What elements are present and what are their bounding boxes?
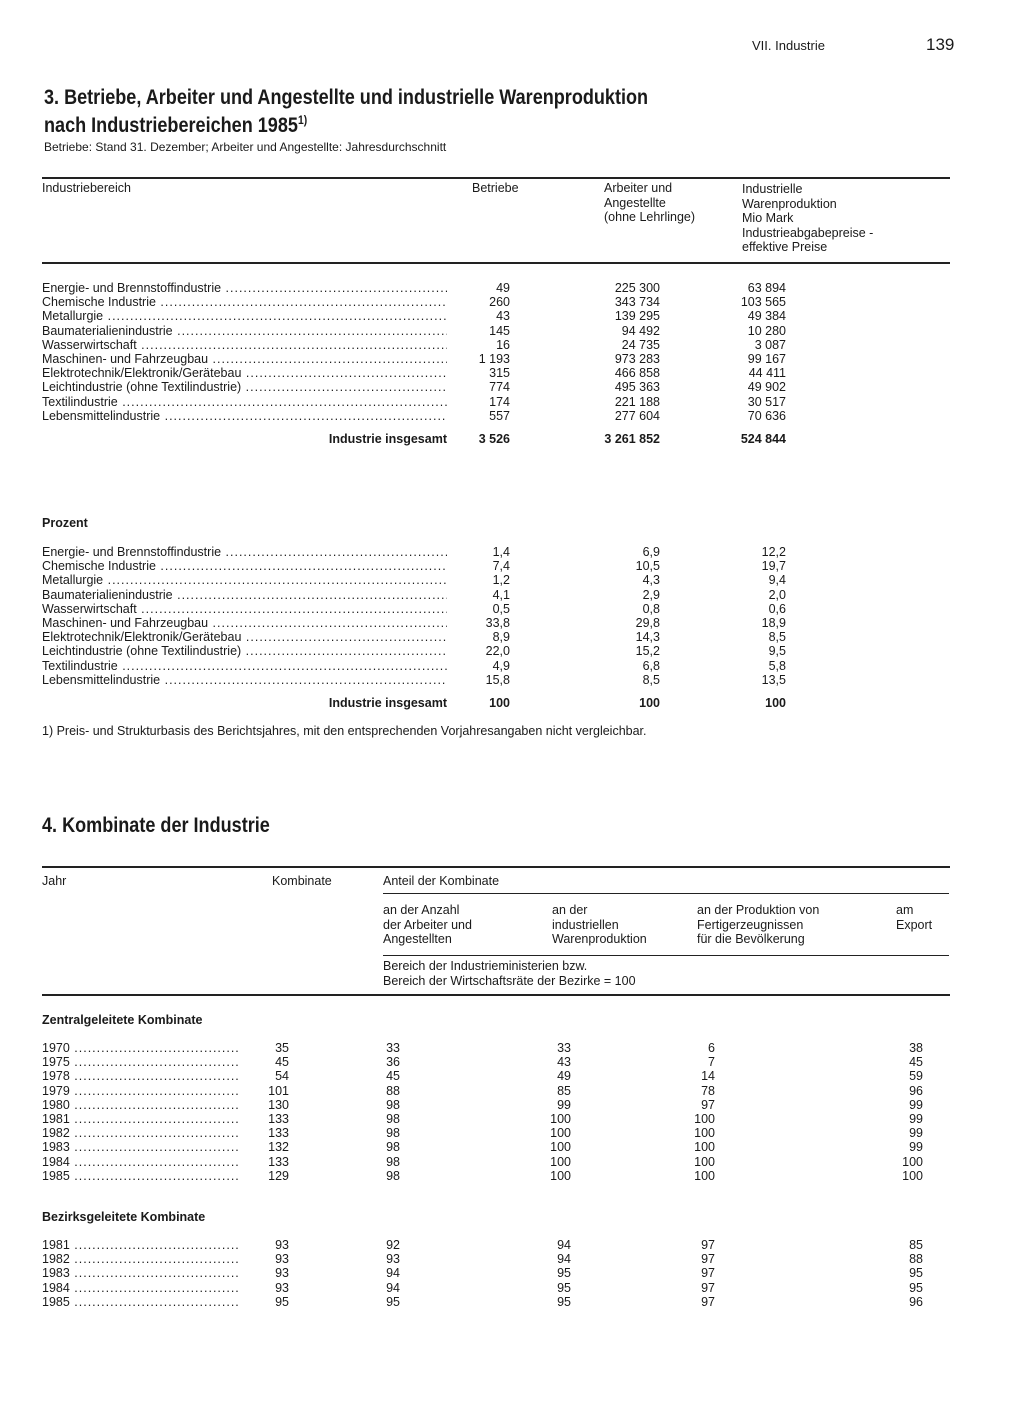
header-line: Warenproduktion — [742, 196, 837, 211]
table-row — [0, 673, 1024, 687]
header-line: Angestellten — [383, 932, 452, 946]
table-row — [0, 309, 1024, 323]
cell-kombinate: 133 — [268, 1154, 289, 1169]
table3-title — [44, 86, 648, 137]
cell-betriebe: 100 — [489, 696, 510, 710]
cell-waren: 99 — [557, 1097, 571, 1112]
cell-arbeiter: 29,8 — [635, 616, 660, 630]
cell-arbeiter: 6,9 — [642, 545, 660, 559]
header-line: Angestellte — [604, 195, 666, 210]
total-row — [0, 696, 1024, 710]
cell-arbeiter: 277 604 — [614, 408, 660, 423]
cell-arbeiter: 88 — [386, 1083, 400, 1098]
cell-waren: 49 — [557, 1069, 571, 1084]
table-row — [0, 1055, 1024, 1069]
row-year: 1984 ..... — [42, 1281, 238, 1295]
cell-fertig: 100 — [694, 1140, 715, 1155]
cell-fertig: 100 — [694, 1154, 715, 1169]
total-label: Industrie insgesamt — [328, 432, 447, 446]
header-line: Arbeiter und — [604, 181, 673, 195]
row-label: Baumaterialienindustrie ..... — [42, 324, 447, 338]
cell-arbeiter: 15,2 — [635, 644, 660, 659]
cell-arbeiter: 33 — [386, 1041, 400, 1055]
row-year: 1981 ..... — [42, 1238, 238, 1252]
table-row — [0, 1140, 1024, 1154]
cell-export: 96 — [909, 1294, 923, 1309]
table-row — [0, 630, 1024, 644]
cell-kombinate: 132 — [268, 1140, 289, 1155]
row-label: Elektrotechnik/Elektronik/Gerätebau ..... — [42, 630, 447, 644]
cell-arbeiter: 0,8 — [642, 601, 660, 616]
cell-betriebe: 774 — [489, 380, 510, 395]
cell-waren: 94 — [557, 1252, 571, 1267]
col-arbeiter — [604, 181, 695, 225]
cell-produktion: 8,5 — [768, 630, 786, 645]
header-line: Export — [896, 917, 933, 932]
table-row — [0, 1126, 1024, 1140]
cell-waren: 100 — [550, 1126, 571, 1141]
row-year: 1984 ..... — [42, 1155, 238, 1169]
col-anteil-export — [896, 903, 932, 932]
cell-waren: 95 — [557, 1294, 571, 1309]
cell-produktion: 9,5 — [768, 644, 786, 659]
header-line: Warenproduktion — [552, 932, 647, 946]
header-line: der Arbeiter und — [383, 917, 472, 932]
cell-arbeiter: 98 — [386, 1126, 400, 1141]
cell-fertig: 97 — [701, 1280, 715, 1295]
table3-header-rule — [42, 262, 950, 264]
cell-produktion: 2,0 — [768, 587, 786, 602]
row-year: 1983 ..... — [42, 1140, 238, 1154]
table-row — [0, 1041, 1024, 1055]
cell-arbeiter: 8,5 — [642, 672, 660, 687]
cell-kombinate: 93 — [275, 1238, 289, 1252]
cell-arbeiter: 466 858 — [614, 366, 660, 381]
row-year: 1981 ..... — [42, 1112, 238, 1126]
cell-betriebe: 8,9 — [492, 630, 510, 645]
row-label: Leichtindustrie (ohne Textilindustrie) ..... — [42, 380, 447, 394]
cell-kombinate: 133 — [268, 1112, 289, 1126]
cell-waren: 85 — [557, 1083, 571, 1098]
cell-fertig: 7 — [708, 1055, 715, 1070]
row-year: 1985 ..... — [42, 1295, 238, 1309]
cell-produktion: 44 411 — [748, 366, 786, 381]
header-line: für die Bevölkerung — [697, 932, 805, 946]
cell-arbeiter: 221 188 — [614, 394, 660, 409]
cell-fertig: 100 — [694, 1112, 715, 1126]
table-row — [0, 324, 1024, 338]
cell-arbeiter: 139 295 — [614, 309, 660, 324]
row-label: Maschinen- und Fahrzeugbau ..... — [42, 616, 447, 630]
table-row — [0, 573, 1024, 587]
table-row — [0, 1238, 1024, 1252]
col-industriebereich: Industriebereich — [42, 181, 131, 195]
table-row — [0, 1169, 1024, 1183]
cell-kombinate: 95 — [275, 1294, 289, 1309]
row-label: Energie- und Brennstoffindustrie ..... — [42, 545, 447, 559]
cell-kombinate: 130 — [268, 1097, 289, 1112]
group-zentral: Zentralgeleitete Kombinate — [42, 1013, 203, 1027]
cell-arbeiter: 6,8 — [642, 658, 660, 673]
table-row — [0, 1266, 1024, 1280]
header-line: Bereich der Wirtschaftsräte der Bezirke = 100 — [383, 973, 636, 988]
cell-produktion: 63 894 — [747, 281, 786, 295]
table-row — [0, 409, 1024, 423]
header-line: Industrieabgabepreise - — [742, 225, 874, 240]
table4-header-rule — [42, 994, 950, 996]
cell-betriebe: 174 — [489, 394, 510, 409]
cell-export: 96 — [909, 1083, 923, 1098]
cell-produktion: 12,2 — [761, 545, 786, 559]
header-line: effektive Preise — [742, 240, 828, 254]
cell-arbeiter: 94 492 — [621, 323, 660, 338]
cell-betriebe: 260 — [489, 295, 510, 310]
row-label: Metallurgie ..... — [42, 573, 447, 587]
cell-arbeiter: 225 300 — [614, 281, 660, 295]
header-line: am — [896, 903, 914, 917]
cell-kombinate: 93 — [275, 1266, 289, 1281]
row-year: 1983 ..... — [42, 1266, 238, 1280]
cell-arbeiter: 4,3 — [642, 573, 660, 588]
basis-rule — [383, 955, 949, 956]
cell-arbeiter: 10,5 — [635, 559, 660, 574]
header-line: industriellen — [552, 917, 619, 932]
header-line: an der Anzahl — [383, 903, 460, 917]
cell-export: 99 — [909, 1126, 923, 1141]
row-year: 1975 ..... — [42, 1055, 238, 1069]
cell-fertig: 100 — [694, 1126, 715, 1141]
row-year: 1970 ..... — [42, 1041, 238, 1055]
cell-betriebe: 1,2 — [492, 573, 510, 588]
cell-fertig: 97 — [701, 1097, 715, 1112]
cell-export: 59 — [909, 1069, 923, 1084]
col-betriebe: Betriebe — [472, 181, 519, 195]
cell-export: 95 — [909, 1280, 923, 1295]
cell-arbeiter: 98 — [386, 1168, 400, 1183]
table3-top-rule — [42, 177, 950, 179]
table3-title-line2: nach Industriebereichen 1985$^{1)}$ — [44, 113, 308, 137]
row-label: Lebensmittelindustrie ..... — [42, 409, 447, 423]
cell-produktion: 49 902 — [747, 380, 786, 395]
cell-produktion: 524 844 — [740, 432, 786, 446]
cell-produktion: 30 517 — [747, 394, 786, 409]
total-label: Industrie insgesamt — [328, 696, 447, 710]
table-row — [0, 616, 1024, 630]
table-row — [0, 1281, 1024, 1295]
header-line: Bereich der Industrieministerien bzw. — [383, 959, 588, 973]
table3-title-line1: 3. Betriebe, Arbeiter und Angestellte und industrielle Warenproduktion — [44, 86, 649, 109]
col-jahr: Jahr — [42, 874, 67, 888]
cell-betriebe: 315 — [489, 366, 510, 381]
cell-arbeiter: 95 — [386, 1294, 400, 1309]
cell-fertig: 100 — [694, 1168, 715, 1183]
cell-arbeiter: 98 — [386, 1112, 400, 1126]
row-label: Maschinen- und Fahrzeugbau ..... — [42, 352, 447, 366]
table-row — [0, 559, 1024, 573]
cell-fertig: 14 — [701, 1069, 715, 1084]
cell-produktion: 18,9 — [761, 616, 786, 630]
cell-betriebe: 145 — [489, 323, 510, 338]
table-row — [0, 659, 1024, 673]
row-label: Baumaterialienindustrie ..... — [42, 588, 447, 602]
group-bezirk: Bezirksgeleitete Kombinate — [42, 1210, 206, 1224]
cell-fertig: 97 — [701, 1252, 715, 1267]
cell-arbeiter: 94 — [386, 1280, 400, 1295]
cell-arbeiter: 98 — [386, 1140, 400, 1155]
table-row — [0, 644, 1024, 658]
table4-top-rule — [42, 866, 950, 868]
col-anteil-arbeiter — [383, 903, 472, 947]
cell-produktion: 70 636 — [747, 408, 786, 423]
table4-title: 4. Kombinate der Industrie — [42, 814, 270, 837]
cell-fertig: 97 — [701, 1238, 715, 1252]
table-row — [0, 1084, 1024, 1098]
table3-footnote: 1) Preis- und Strukturbasis des Berichtsjahres, mit den entsprechenden Vorjahresangaben nicht vergleichbar. — [42, 724, 647, 738]
col-anteil-fertig — [697, 903, 819, 947]
table-row — [0, 588, 1024, 602]
row-label: Wasserwirtschaft ..... — [42, 338, 447, 352]
table-row — [0, 1295, 1024, 1309]
table3-subtitle: Betriebe: Stand 31. Dezember; Arbeiter und Angestellte: Jahresdurchschnitt — [44, 140, 447, 154]
row-label: Chemische Industrie ..... — [42, 295, 447, 309]
cell-betriebe: 1 193 — [478, 352, 510, 366]
row-label: Lebensmittelindustrie ..... — [42, 673, 447, 687]
cell-betriebe: 3 526 — [478, 432, 510, 446]
cell-fertig: 97 — [701, 1294, 715, 1309]
cell-export: 99 — [909, 1097, 923, 1112]
cell-arbeiter: 495 363 — [614, 380, 660, 395]
cell-export: 100 — [902, 1168, 923, 1183]
cell-export: 95 — [909, 1266, 923, 1281]
cell-kombinate: 45 — [275, 1055, 289, 1070]
row-year: 1985 ..... — [42, 1169, 238, 1183]
cell-produktion: 3 087 — [754, 337, 786, 352]
cell-export: 88 — [909, 1252, 923, 1267]
cell-waren: 100 — [550, 1112, 571, 1126]
cell-waren: 33 — [557, 1041, 571, 1055]
cell-fertig: 97 — [701, 1266, 715, 1281]
cell-betriebe: 1,4 — [492, 545, 510, 559]
table-row — [0, 1112, 1024, 1126]
table-row — [0, 1069, 1024, 1083]
page-number: 139 — [926, 35, 955, 54]
cell-produktion: 0,6 — [768, 601, 786, 616]
cell-kombinate: 54 — [275, 1069, 289, 1084]
cell-export: 85 — [909, 1238, 923, 1252]
cell-kombinate: 35 — [275, 1041, 289, 1055]
cell-arbeiter: 98 — [386, 1097, 400, 1112]
cell-waren: 95 — [557, 1280, 571, 1295]
cell-produktion: 103 565 — [740, 295, 786, 310]
cell-waren: 100 — [550, 1168, 571, 1183]
cell-export: 99 — [909, 1140, 923, 1155]
table-row — [0, 338, 1024, 352]
cell-waren: 43 — [557, 1055, 571, 1070]
cell-waren: 95 — [557, 1266, 571, 1281]
cell-kombinate: 129 — [268, 1168, 289, 1183]
cell-betriebe: 4,1 — [492, 587, 510, 602]
table-row — [0, 352, 1024, 366]
col-kombinate: Kombinate — [272, 874, 332, 888]
cell-waren: 94 — [557, 1238, 571, 1252]
cell-produktion: 99 167 — [747, 352, 786, 366]
table-row — [0, 366, 1024, 380]
cell-kombinate: 133 — [268, 1126, 289, 1141]
table-row — [0, 602, 1024, 616]
row-label: Wasserwirtschaft ..... — [42, 602, 447, 616]
cell-export: 99 — [909, 1112, 923, 1126]
table-row — [0, 1155, 1024, 1169]
cell-betriebe: 49 — [496, 281, 510, 295]
cell-betriebe: 7,4 — [492, 559, 510, 574]
row-label: Energie- und Brennstoffindustrie ..... — [42, 281, 447, 295]
col-produktion — [742, 182, 873, 255]
row-label: Metallurgie ..... — [42, 309, 447, 323]
col-anteil-waren — [552, 903, 647, 947]
table-row — [0, 295, 1024, 309]
cell-kombinate: 93 — [275, 1252, 289, 1267]
cell-fertig: 78 — [701, 1083, 715, 1098]
table-row — [0, 1252, 1024, 1266]
cell-arbeiter: 45 — [386, 1069, 400, 1084]
cell-betriebe: 33,8 — [485, 616, 510, 630]
header-line: an der — [552, 903, 588, 917]
cell-betriebe: 15,8 — [485, 672, 510, 687]
cell-waren: 100 — [550, 1140, 571, 1155]
table-row — [0, 380, 1024, 394]
cell-arbeiter: 94 — [386, 1266, 400, 1281]
cell-produktion: 5,8 — [768, 658, 786, 673]
cell-produktion: 10 280 — [747, 323, 786, 338]
section-header: VII. Industrie — [752, 38, 825, 53]
cell-produktion: 13,5 — [761, 672, 786, 687]
table-row — [0, 395, 1024, 409]
cell-arbeiter: 100 — [639, 696, 660, 710]
row-year: 1982 ..... — [42, 1126, 238, 1140]
row-label: Elektrotechnik/Elektronik/Gerätebau ..... — [42, 366, 447, 380]
cell-arbeiter: 92 — [386, 1238, 400, 1252]
header-line: Mio Mark — [742, 211, 794, 225]
cell-betriebe: 16 — [496, 337, 510, 352]
cell-arbeiter: 24 735 — [621, 337, 660, 352]
cell-arbeiter: 93 — [386, 1252, 400, 1267]
table-row — [0, 281, 1024, 295]
percent-label: Prozent — [42, 516, 88, 530]
cell-export: 100 — [902, 1154, 923, 1169]
cell-kombinate: 93 — [275, 1280, 289, 1295]
cell-fertig: 6 — [708, 1041, 715, 1055]
cell-betriebe: 4,9 — [492, 658, 510, 673]
anteil-rule — [383, 893, 949, 894]
row-year: 1979 ..... — [42, 1084, 238, 1098]
row-label: Chemische Industrie ..... — [42, 559, 447, 573]
cell-betriebe: 0,5 — [492, 601, 510, 616]
cell-arbeiter: 98 — [386, 1154, 400, 1169]
cell-arbeiter: 36 — [386, 1055, 400, 1070]
col-anteil: Anteil der Kombinate — [383, 874, 500, 888]
cell-betriebe: 557 — [489, 408, 510, 423]
cell-produktion: 49 384 — [747, 309, 786, 324]
row-label: Leichtindustrie (ohne Textilindustrie) ..... — [42, 644, 447, 658]
table-row — [0, 1098, 1024, 1112]
cell-arbeiter: 2,9 — [642, 587, 660, 602]
header-line: Fertigerzeugnissen — [697, 917, 804, 932]
cell-produktion: 100 — [765, 696, 786, 710]
cell-waren: 100 — [550, 1154, 571, 1169]
row-year: 1982 ..... — [42, 1252, 238, 1266]
row-year: 1980 ..... — [42, 1098, 238, 1112]
header-line: (ohne Lehrlinge) — [604, 210, 696, 224]
table-row — [0, 545, 1024, 559]
cell-betriebe: 43 — [496, 309, 510, 324]
cell-arbeiter: 3 261 852 — [604, 432, 660, 446]
row-label: Textilindustrie ..... — [42, 659, 447, 673]
row-label: Textilindustrie ..... — [42, 395, 447, 409]
row-year: 1978 ..... — [42, 1069, 238, 1083]
cell-arbeiter: 973 283 — [614, 352, 660, 366]
cell-produktion: 9,4 — [768, 573, 786, 588]
cell-betriebe: 22,0 — [485, 644, 510, 659]
cell-kombinate: 101 — [268, 1083, 289, 1098]
footnote-mark: 1) — [297, 113, 308, 127]
header-line: an der Produktion von — [697, 903, 820, 917]
basis-note — [383, 959, 636, 988]
header-line: Industrielle — [742, 182, 803, 196]
total-row — [0, 432, 1024, 446]
cell-produktion: 19,7 — [761, 559, 786, 574]
cell-export: 38 — [909, 1041, 923, 1055]
cell-arbeiter: 343 734 — [614, 295, 660, 310]
cell-arbeiter: 14,3 — [635, 630, 660, 645]
cell-export: 45 — [909, 1055, 923, 1070]
